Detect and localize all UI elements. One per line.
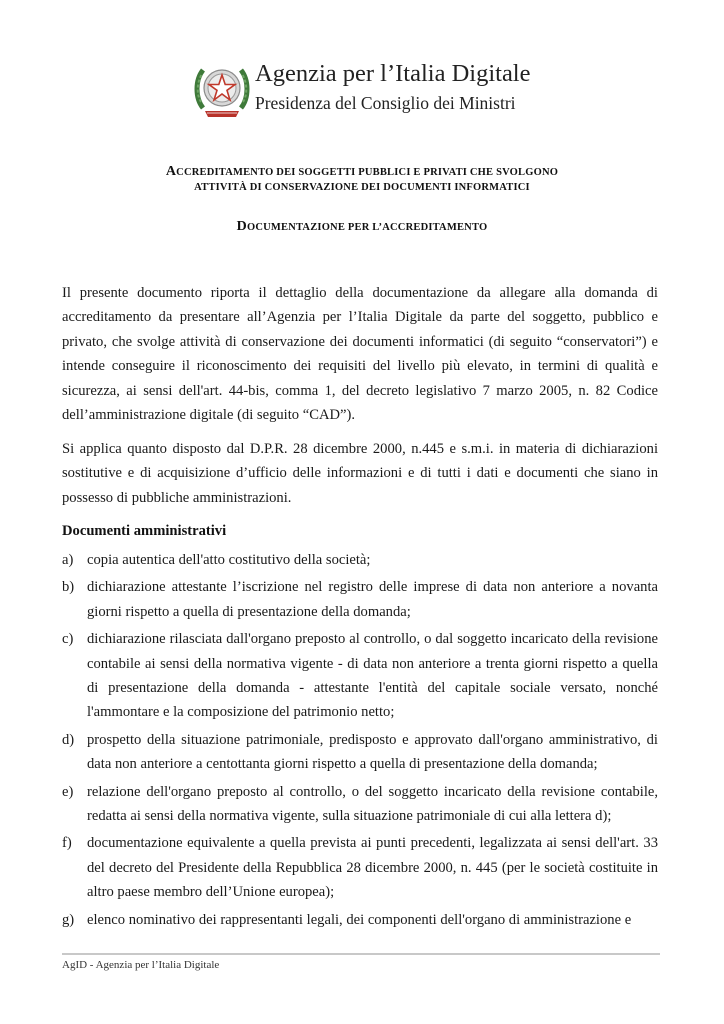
list-marker: e) [62,783,74,800]
document-subtitle [0,219,724,235]
subtitle-rest: ACCREDITAMENTO [382,222,488,233]
list-marker: b) [62,579,75,596]
list-marker: d) [62,731,75,748]
title-initial: A [165,164,177,179]
list-marker: c) [62,631,74,648]
list-item-text: dichiarazione rilasciata dall'organo preposto al controllo, o dal soggetto incaricato della revisione contabile ai sensi della normativa vigente - di data non anteriore a trenta giorni rispetto a quella di presentazione della domanda - attestante l'entità del capitale sociale versato, nonché l'ammontare e la composizione del patrimonio netto; [87,631,658,721]
list-marker: f) [62,835,72,852]
list-item [62,627,658,725]
list-item-text: documentazione equivalente a quella prevista ai punti precedenti, legalizzata ai sensi dell'art. 33 del decreto del Presidente della Repubblica 28 dicembre 2000, n. 445 (per le società costituite in altro paese membro dell’Unione europea); [87,835,658,901]
list-item [62,575,658,624]
list-marker: g) [62,911,75,928]
list-item-text: prospetto della situazione patrimoniale, predisposto e approvato dall'organo amministrativo, di data non anteriore a centottanta giorni rispetto a quella di presentazione della domanda; [87,731,658,773]
list-item-text: dichiarazione attestante l’iscrizione nel registro delle imprese di data non anteriore a novanta giorni rispetto a quella di presentazione della domanda; [87,579,658,620]
title-rest: CCREDITAMENTO DEI SOGGETTI PUBBLICI E PRIVATI CHE SVOLGONO [176,167,559,178]
agency-name: Agenzia per l’Italia Digitale [255,60,531,87]
list-item-text: copia autentica dell'atto costitutivo della società; [87,552,371,568]
document-title-line-2: ATTIVITÀ DI CONSERVAZIONE DEI DOCUMENTI INFORMATICI [194,182,530,193]
dpr-paragraph: Si applica quanto disposto dal D.P.R. 28 dicembre 2000, n.445 e s.m.i. in materia di dichiarazioni sostitutive e di acquisizione d’ufficio delle informazioni e di tutti i dati e documenti che siano in possesso di pubbliche amministrazioni. [62,441,658,506]
list-item-text: relazione dell'organo preposto al controllo, o del soggetto incaricato della revisione contabile, redatta ai sensi della normativa vigente, sulla situazione patrimoniale di cui alla lettera d); [87,783,658,825]
intro-paragraph: Il presente documento riporta il dettaglio della documentazione da allegare alla domanda di accreditamento da presentare all’Agenzia per l’Italia Digitale da parte del soggetto, pubblico e privato, che svolge attività di conservazione dei documenti informatici (di seguito “conservatori”) e intende conseguire il riconoscimento dei requisiti del livello più elevato, in termini di qualità e sicurezza, ai sensi dell'art. 44-bis, comma 1, del decreto legislativo 7 marzo 2005, n. 82 Codice dell’amministrazione digitale (di seguito “CAD”). [62,285,658,424]
footer-text: AgID - Agenzia per l’Italia Digitale [62,959,220,971]
subtitle-initial: D [236,219,247,234]
list-item [62,728,658,777]
list-item [62,831,658,904]
agency-subtitle: Presidenza del Consiglio dei Ministri [255,93,516,113]
list-item [62,780,658,829]
list-item [62,548,658,572]
list-marker: a) [62,552,74,568]
subtitle-middle: OCUMENTAZIONE PER L’ [246,222,383,233]
list-item-text: elenco nominativo dei rappresentanti legali, dei componenti dell'organo di amministrazione e [87,911,632,928]
document-title-line-1 [0,164,724,180]
footer-divider [62,953,660,955]
list-item [62,908,658,932]
letterhead [193,56,593,126]
required-documents-list [62,548,658,935]
italian-republic-emblem-icon [193,56,251,122]
section-heading: Documenti amministrativi [62,523,227,539]
